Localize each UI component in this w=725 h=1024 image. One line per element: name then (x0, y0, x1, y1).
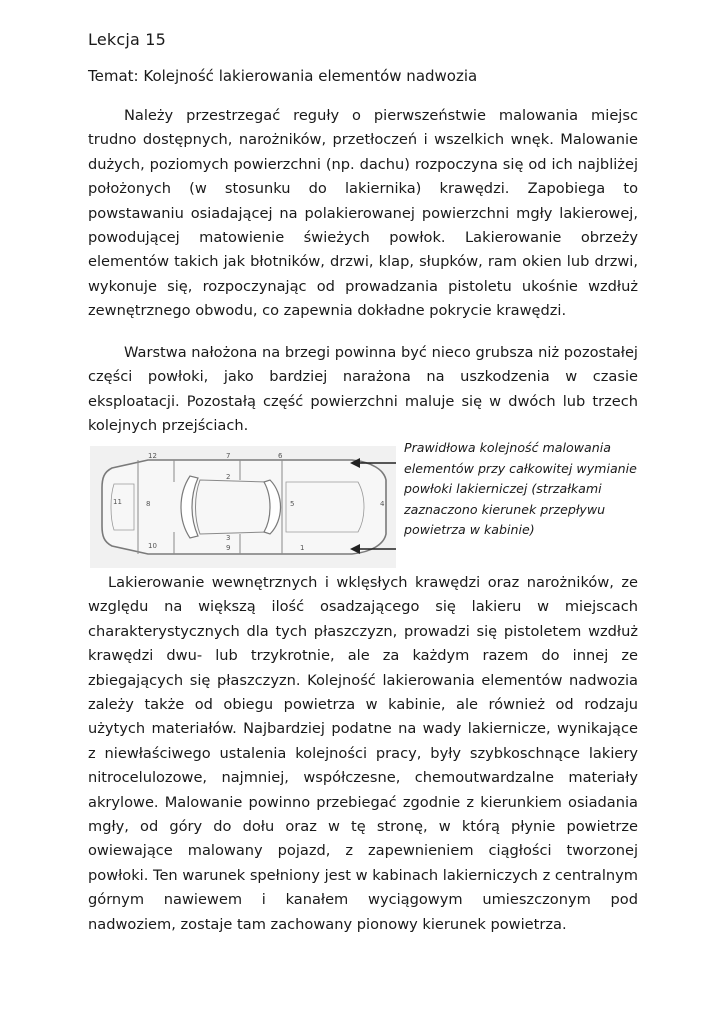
lesson-title: Lekcja 15 (88, 30, 167, 49)
label-7: 7 (226, 452, 231, 460)
label-11: 11 (113, 498, 122, 506)
label-2: 2 (226, 473, 231, 481)
label-8: 8 (146, 500, 151, 508)
paragraph-2: Warstwa nałożona na brzegi powinna być nieco grubsza niż pozostałej części powłoki, jako bardziej narażona na uszkodzenia w czasie eksploatacji. Pozostałą część powierzchni maluje się w dwóch lub trzech kolejnych przejściach. (88, 344, 638, 435)
label-3: 3 (226, 534, 231, 542)
roof (196, 480, 273, 534)
paragraph-1: Należy przestrzegać reguły o pierwszeństwie malowania miejsc trudno dostępnych, narożników, przetłoczeń i wszelkich wnęk. Malowanie dużych, poziomych powierzchni (np. dachu) rozpoczyna się od ich najbliżej położonych (w stosunku do lakiernika) krawędzi. Zapobiega to powstawaniu osiadającej na polakierowanej powierzchni mgły lakierowej, powodującej matowienie świeżych powłok. Lakierowanie obrzeży elementów takich jak błotników, drzwi, klap, słupków, ram okien lub drzwi, wykonuje się, rozpoczynając od prowadzania pistoletu ukośnie wzdłuż zewnętrznego obwodu, co zapewnia dokładne pokrycie krawędzi. (88, 107, 638, 320)
arrow-left-icon (348, 456, 398, 470)
label-4: 4 (380, 500, 385, 508)
paragraph-3: Lakierowanie wewnętrznych i wklęsłych krawędzi oraz narożników, ze względu na większą ilość osadzającego się lakieru w miejscach charakterystycznych dla tych płaszczyzn, prowadzi się pistoletem wzdłuż krawędzi dwu- lub trzykrotnie, ale za każdym razem do innej ze zbiegających się płaszczyzn. Kolejność lakierowania elementów nadwozia zależy także od obiegu powietrza w kabinie, ale również od rodzaju użytych materiałów. Najbardziej podatne na wady lakiernicze, wynikające z niewłaściwego ustalenia kolejności pracy, były szybkoschnące lakiery nitrocelulozowe, najmniej, współczesne, chemoutwardzalne materiały akrylowe. Malowanie powinno przebiegać zgodnie z kierunkiem osiadania mgły, od góry do dołu oraz w tę stronę, w którą płynie powietrze owiewające malowany pojazd, z zapewnieniem ciągłości tworzonej powłoki. Ten warunek spełniony jest w kabinach lakierniczych z centralnym górnym nawiewem i kanałem wyciągowym umieszczonym pod nadwoziem, zostaje tam zachowany pionowy kierunek powietrza. (88, 574, 638, 933)
lesson-topic: Temat: Kolejność lakierowania elementów nadwozia (88, 67, 478, 85)
label-1: 1 (300, 544, 305, 552)
arrow-left-icon (348, 542, 398, 556)
label-10: 10 (148, 542, 157, 550)
label-9: 9 (226, 544, 231, 552)
label-6: 6 (278, 452, 283, 460)
figure-caption: Prawidłowa kolejność malowania elementów przy całkowitej wymianie powłoki lakierniczej (strzałkami zaznaczono kierunek przepływu powietrza w kabinie) (404, 440, 637, 537)
label-5: 5 (290, 500, 295, 508)
label-12: 12 (148, 452, 157, 460)
